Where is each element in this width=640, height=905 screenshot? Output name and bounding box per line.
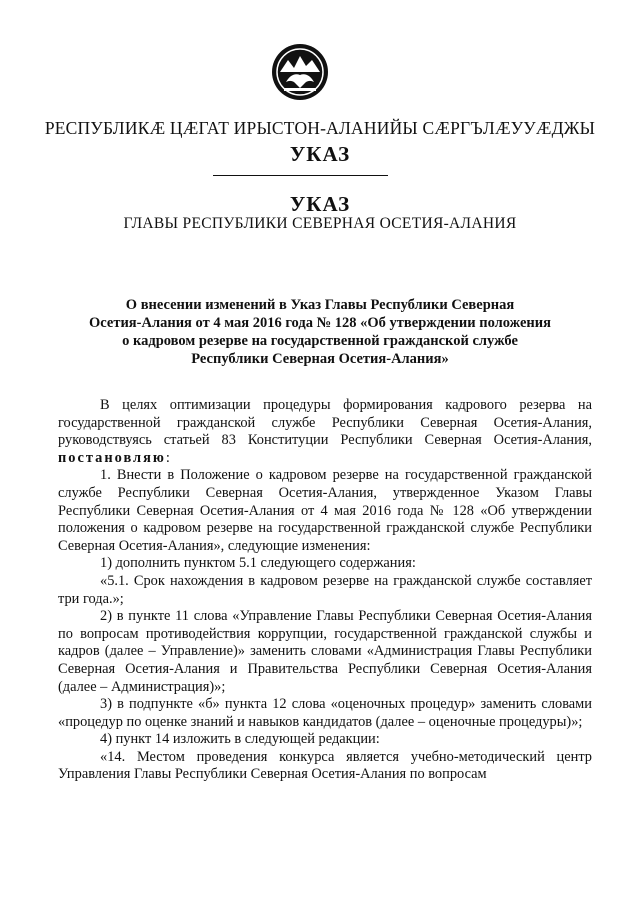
paragraph-subitem-2: 2) в пункте 11 слова «Управление Главы Республики Северная Осетия-Алания по вопросам противодействия коррупции, государственной гражданской службы и кадров (далее – Управление)» заменить словами «Администрация Главы Республики Северная Осетия-Алания и Правительства Республики Северная Осетия-Алания (далее – Администрация)»; [58,608,592,695]
divider [213,175,388,176]
head-of-republic-line: ГЛАВЫ РЕСПУБЛИКИ СЕВЕРНАЯ ОСЕТИЯ-АЛАНИЯ [123,215,517,232]
ukaz-heading-russian: УКАЗ [289,192,351,216]
coat-of-arms-icon [270,42,330,102]
paragraph-quote-5-1: «5.1. Срок нахождения в кадровом резерве на гражданской службе составляет три года.»; [58,572,592,607]
title-line: О внесении изменений в Указ Главы Республики Северная [125,297,515,313]
ukaz-heading-ossetian: УКАЗ [289,142,351,166]
decree-word: постановляю [58,449,166,466]
paragraph-preamble [58,397,592,467]
title-line: о кадровом резерве на государственной гражданской службе [122,333,518,349]
preamble-colon: : [165,449,170,466]
decree-body [58,397,592,784]
title-line: Республики Северная Осетия-Алания» [191,351,449,367]
decree-title [0,296,640,368]
paragraph-subitem-1: 1) дополнить пунктом 5.1 следующего содержания: [100,555,416,572]
paragraph-subitem-3: 3) в подпункте «б» пункта 12 слова «оценочных процедур» заменить словами «процедур по оценке знаний и навыков кандидатов (далее – оценочные процедуры)»; [58,696,592,730]
paragraph-item-1: 1. Внести в Положение о кадровом резерве на государственной гражданской службе Республики Северная Осетия-Алания, утвержденное Указом Главы Республики Северная Осетия-Алания от 4 мая 2016 года № 128 «Об утверждении положения о кадровом резерве на государственной гражданской службе Республики Северная Осетия-Алания», следующие изменения: [58,467,592,554]
paragraph-subitem-4: 4) пункт 14 изложить в следующей редакции: [100,731,380,748]
paragraph-quote-14: «14. Местом проведения конкурса является учебно-методический центр Управления Главы Республики Северная Осетия-Алания по вопросам [58,748,592,783]
preamble-text: В целях оптимизации процедуры формирования кадрового резерва на государственной гражданской службе Республики Северная Осетия-Алания, руководствуясь статьей 83 Конституции Республики Северная Осетия-Алания, [58,397,592,449]
republic-line: РЕСПУБЛИКӔ ЦӔГАТ ИРЫСТОН-АЛАНИЙЫ СӔРГЪЛӔУУӔДЖЫ [44,118,596,138]
title-line: Осетия-Алания от 4 мая 2016 года № 128 «Об утверждении положения [89,315,551,331]
